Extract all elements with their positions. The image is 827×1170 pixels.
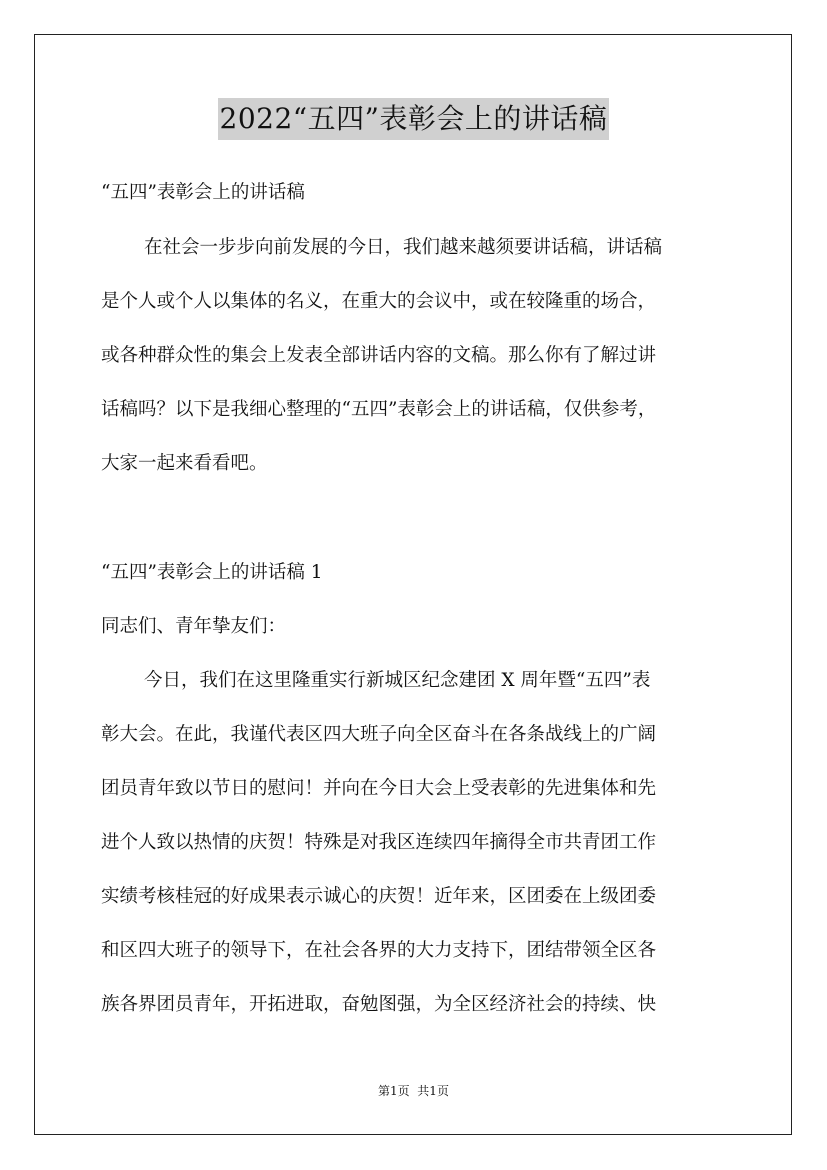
greeting: 同志们、青年挚友们： bbox=[101, 616, 287, 637]
intro-line-5: 大家一起来看看吧。 bbox=[101, 453, 268, 474]
body-line-6: 和区四大班子的领导下，在社会各界的大力支持下，团结带领全区各 bbox=[101, 940, 657, 961]
body-line-4: 进个人致以热情的庆贺！特殊是对我区连续四年摘得全市共青团工作 bbox=[101, 832, 657, 853]
section-heading: “五四”表彰会上的讲话稿 1 bbox=[101, 562, 323, 583]
body-line-7: 族各界团员青年，开拓进取，奋勉图强，为全区经济社会的持续、快 bbox=[101, 994, 657, 1015]
document-title: 2022“五四”表彰会上的讲话稿 bbox=[218, 98, 610, 140]
title-container bbox=[0, 98, 827, 140]
body-line-5: 实绩考核桂冠的好成果表示诚心的庆贺！近年来，区团委在上级团委 bbox=[101, 886, 657, 907]
body-line-1: 今日，我们在这里隆重实行新城区纪念建团 X 周年暨“五四”表 bbox=[144, 670, 651, 691]
page-number-footer: 第1页 共1页 bbox=[378, 1084, 449, 1098]
intro-line-1: 在社会一步步向前发展的今日，我们越来越须要讲话稿，讲话稿 bbox=[144, 237, 663, 258]
intro-line-4: 话稿吗？以下是我细心整理的“五四”表彰会上的讲话稿，仅供参考， bbox=[101, 399, 657, 420]
intro-line-2: 是个人或个人以集体的名义，在重大的会议中，或在较隆重的场合， bbox=[101, 291, 657, 312]
intro-line-3: 或各种群众性的集会上发表全部讲话内容的文稿。那么你有了解过讲 bbox=[101, 345, 657, 366]
body-line-2: 彰大会。在此，我谨代表区四大班子向全区奋斗在各条战线上的广阔 bbox=[101, 724, 657, 745]
body-line-3: 团员青年致以节日的慰问！并向在今日大会上受表彰的先进集体和先 bbox=[101, 778, 657, 799]
subtitle: “五四”表彰会上的讲话稿 bbox=[101, 182, 305, 203]
